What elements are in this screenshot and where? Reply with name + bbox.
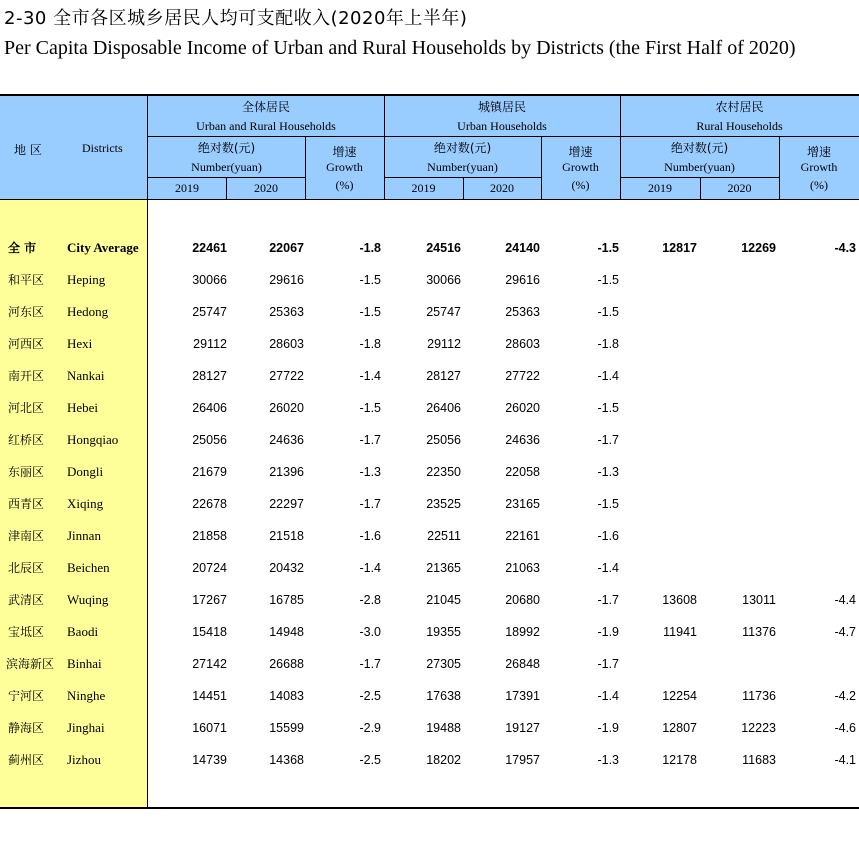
header-year-2019: 2019 <box>411 181 436 195</box>
district-name-cn: 河西区 <box>8 337 45 351</box>
urban-2019-value: 26406 <box>426 401 461 415</box>
rural-growth-value <box>780 424 856 456</box>
urban-2019-value: 19355 <box>426 625 461 639</box>
all-2019-value: 22461 <box>192 241 227 255</box>
header-growth-en: Growth <box>562 160 599 174</box>
district-name-en: Hongqiao <box>67 432 119 447</box>
rural-growth-value <box>780 264 856 296</box>
table-row-city-average <box>0 232 859 264</box>
rural-2020-value <box>698 488 776 520</box>
header-number-en: Number(yuan) <box>191 160 262 174</box>
header-number-cn: 绝对数(元) <box>433 141 492 155</box>
urban-2019-value: 23525 <box>426 497 461 511</box>
header-group-rural-en: Rural Households <box>696 119 783 133</box>
rural-growth-value <box>780 552 856 584</box>
all-2020-value: 15599 <box>269 721 304 735</box>
urban-growth-value: -1.4 <box>597 561 619 575</box>
header-group-divider <box>148 136 859 137</box>
urban-2020-value: 29616 <box>505 273 540 287</box>
urban-2019-value: 19488 <box>426 721 461 735</box>
all-2019-value: 26406 <box>192 401 227 415</box>
header-year-2020: 2020 <box>727 181 752 195</box>
header-growth-unit: (%) <box>335 178 354 192</box>
all-growth-value: -1.8 <box>359 241 381 255</box>
urban-2020-value: 26020 <box>505 401 540 415</box>
all-2019-value: 30066 <box>192 273 227 287</box>
rural-2019-value <box>620 296 697 328</box>
all-2020-value: 14083 <box>269 689 304 703</box>
header-year-2020: 2020 <box>490 181 514 195</box>
header-year-2019: 2019 <box>648 181 672 195</box>
all-2020-value: 21518 <box>269 529 304 543</box>
all-2019-value: 14451 <box>192 689 227 703</box>
all-2020-value: 26688 <box>269 657 304 671</box>
urban-growth-value: -1.5 <box>597 497 619 511</box>
district-name-cn: 和平区 <box>8 273 45 287</box>
rural-2019-value <box>620 328 697 360</box>
rural-2019-value <box>620 520 697 552</box>
all-growth-value: -1.5 <box>359 273 381 287</box>
all-2020-value: 25363 <box>269 305 304 319</box>
rural-2020-value <box>698 552 776 584</box>
header-group-all-en: Urban and Rural Households <box>196 119 336 133</box>
district-name-en: Dongli <box>67 464 104 479</box>
table-row <box>0 296 859 328</box>
table-row <box>0 392 859 424</box>
rural-growth-value: -4.4 <box>834 593 856 607</box>
district-name-cn: 宝坻区 <box>8 625 45 639</box>
rural-2019-value: 12178 <box>662 753 697 767</box>
header-growth-en: Growth <box>326 160 363 174</box>
all-2019-value: 22678 <box>192 497 227 511</box>
rural-2019-value <box>620 488 697 520</box>
urban-2020-value: 23165 <box>505 497 540 511</box>
urban-growth-value: -1.5 <box>597 241 619 255</box>
urban-2020-value: 17957 <box>505 753 540 767</box>
header-year-2019: 2019 <box>175 181 199 195</box>
rural-2019-value <box>620 392 697 424</box>
district-name-en: Jinghai <box>67 720 105 735</box>
rural-2019-value <box>620 264 697 296</box>
table-row <box>0 616 859 648</box>
district-name-cn: 全 市 <box>8 241 37 255</box>
rural-growth-value <box>780 648 856 680</box>
rural-2019-value: 13608 <box>662 593 697 607</box>
district-name-cn: 蓟州区 <box>8 753 45 767</box>
district-name-en: Jizhou <box>67 752 101 767</box>
district-name-cn: 河东区 <box>8 305 45 319</box>
rural-2020-value <box>698 264 776 296</box>
district-name-cn: 宁河区 <box>8 689 45 703</box>
table-row <box>0 264 859 296</box>
header-district-en: Districts <box>82 141 123 155</box>
all-growth-value: -1.4 <box>359 369 381 383</box>
table-row <box>0 360 859 392</box>
all-growth-value: -1.7 <box>359 657 381 671</box>
urban-growth-value: -1.9 <box>597 721 619 735</box>
rural-2020-value: 12223 <box>741 721 776 735</box>
district-name-cn: 西青区 <box>8 497 45 511</box>
urban-growth-value: -1.7 <box>597 657 619 671</box>
urban-growth-value: -1.3 <box>597 753 619 767</box>
table-row <box>0 584 859 616</box>
table-row <box>0 520 859 552</box>
urban-2020-value: 18992 <box>505 625 540 639</box>
all-2019-value: 16071 <box>192 721 227 735</box>
district-name-cn: 滨海新区 <box>6 657 55 671</box>
all-2019-value: 17267 <box>192 593 227 607</box>
urban-2020-value: 21063 <box>505 561 540 575</box>
district-name-en: Heping <box>67 272 106 287</box>
rural-growth-value <box>780 456 856 488</box>
table-title-english: Per Capita Disposable Income of Urban and Rural Households by Districts (the First Half of 2020) <box>4 37 796 59</box>
urban-2019-value: 21365 <box>426 561 461 575</box>
rural-2019-value <box>620 456 697 488</box>
header-growth-unit: (%) <box>571 178 590 192</box>
district-name-cn: 津南区 <box>8 529 45 543</box>
all-2020-value: 27722 <box>269 369 304 383</box>
rural-2019-value <box>620 648 697 680</box>
all-2019-value: 20724 <box>192 561 227 575</box>
urban-growth-value: -1.8 <box>597 337 619 351</box>
header-growth-cn: 增速 <box>806 145 831 159</box>
urban-growth-value: -1.4 <box>597 369 619 383</box>
all-2019-value: 29112 <box>193 337 227 351</box>
all-growth-value: -2.9 <box>359 721 381 735</box>
urban-growth-value: -1.4 <box>597 689 619 703</box>
all-2020-value: 24636 <box>269 433 304 447</box>
all-growth-value: -1.3 <box>359 465 381 479</box>
district-name-cn: 红桥区 <box>8 433 45 447</box>
all-2019-value: 28127 <box>192 369 227 383</box>
all-growth-value: -3.0 <box>359 625 381 639</box>
district-name-en: Ninghe <box>67 688 106 703</box>
urban-growth-value: -1.9 <box>597 625 619 639</box>
urban-growth-value: -1.7 <box>597 593 619 607</box>
all-2019-value: 25747 <box>192 305 227 319</box>
rural-growth-value: -4.1 <box>834 753 856 767</box>
district-name-en: Wuqing <box>67 592 109 607</box>
district-name-en: Jinnan <box>67 528 101 543</box>
all-growth-value: -1.6 <box>359 529 381 543</box>
urban-2020-value: 22161 <box>505 529 540 543</box>
all-growth-value: -2.5 <box>359 689 381 703</box>
header-year-2020: 2020 <box>254 181 278 195</box>
all-2020-value: 14948 <box>269 625 304 639</box>
rural-growth-value <box>780 520 856 552</box>
header-group-urban-en: Urban Households <box>457 119 547 133</box>
rural-2020-value <box>698 648 776 680</box>
urban-2019-value: 24516 <box>426 241 461 255</box>
urban-2020-value: 19127 <box>505 721 540 735</box>
urban-2020-value: 28603 <box>505 337 540 351</box>
rural-2020-value: 11736 <box>742 689 776 703</box>
district-name-en: Xiqing <box>67 496 104 511</box>
table-row <box>0 552 859 584</box>
district-name-en: Nankai <box>67 368 105 383</box>
rural-growth-value <box>780 392 856 424</box>
urban-growth-value: -1.5 <box>597 305 619 319</box>
table-title-chinese: 2-30 全市各区城乡居民人均可支配收入(2020年上半年) <box>4 8 468 29</box>
all-2020-value: 14368 <box>269 753 304 767</box>
rural-2020-value <box>698 520 776 552</box>
urban-2019-value: 29112 <box>427 337 461 351</box>
rural-2019-value: 11941 <box>663 625 697 639</box>
all-growth-value: -1.8 <box>359 337 381 351</box>
header-growth-en: Growth <box>800 160 838 174</box>
all-2020-value: 21396 <box>269 465 304 479</box>
table-row <box>0 680 859 712</box>
district-name-cn: 东丽区 <box>8 465 45 479</box>
header-number-cn: 绝对数(元) <box>197 141 256 155</box>
district-name-en: Hedong <box>67 304 109 319</box>
header-number-en: Number(yuan) <box>664 160 735 174</box>
bottom-rule <box>0 807 859 809</box>
header-number-cn: 绝对数(元) <box>670 141 729 155</box>
urban-2019-value: 21045 <box>426 593 461 607</box>
district-name-cn: 武清区 <box>8 593 45 607</box>
table-row <box>0 424 859 456</box>
table-row <box>0 744 859 776</box>
all-2020-value: 16785 <box>269 593 304 607</box>
district-name-cn: 南开区 <box>8 369 45 383</box>
urban-2019-value: 25747 <box>426 305 461 319</box>
urban-2019-value: 25056 <box>426 433 461 447</box>
rural-2019-value <box>620 552 697 584</box>
header-group-urban-cn: 城镇居民 <box>477 100 526 114</box>
urban-2019-value: 18202 <box>426 753 461 767</box>
all-growth-value: -2.5 <box>359 753 381 767</box>
table-row <box>0 456 859 488</box>
rural-growth-value <box>780 328 856 360</box>
header-growth-unit: (%) <box>810 178 828 192</box>
district-name-cn: 河北区 <box>8 401 45 415</box>
district-name-en: Hexi <box>67 336 93 351</box>
urban-growth-value: -1.7 <box>597 433 619 447</box>
all-growth-value: -1.7 <box>359 497 381 511</box>
urban-2020-value: 25363 <box>505 305 540 319</box>
header-district-cn: 地 区 <box>14 143 42 157</box>
urban-growth-value: -1.5 <box>597 273 619 287</box>
header-growth-cn: 增速 <box>568 145 593 159</box>
top-rule <box>0 94 859 96</box>
rural-growth-value: -4.7 <box>834 625 856 639</box>
rural-2019-value <box>620 424 697 456</box>
urban-2019-value: 17638 <box>426 689 461 703</box>
urban-growth-value: -1.6 <box>597 529 619 543</box>
rural-2020-value <box>698 328 776 360</box>
all-growth-value: -1.4 <box>359 561 381 575</box>
header-bottom-rule <box>0 199 859 200</box>
district-name-en: Beichen <box>67 560 110 575</box>
urban-2020-value: 26848 <box>505 657 540 671</box>
all-2019-value: 21858 <box>192 529 227 543</box>
all-2019-value: 25056 <box>192 433 227 447</box>
rural-2020-value <box>698 296 776 328</box>
all-growth-value: -2.8 <box>359 593 381 607</box>
all-2020-value: 22067 <box>269 241 304 255</box>
all-2019-value: 15418 <box>192 625 227 639</box>
district-name-en: Binhai <box>67 656 102 671</box>
rural-growth-value: -4.6 <box>834 721 856 735</box>
urban-2020-value: 22058 <box>505 465 540 479</box>
district-name-en: City Average <box>67 240 139 255</box>
all-growth-value: -1.5 <box>359 305 381 319</box>
all-2019-value: 14739 <box>192 753 227 767</box>
header-group-all-cn: 全体居民 <box>241 100 290 114</box>
urban-2019-value: 27305 <box>426 657 461 671</box>
rural-2020-value <box>698 392 776 424</box>
rural-growth-value <box>780 296 856 328</box>
district-name-cn: 静海区 <box>8 721 45 735</box>
urban-2020-value: 20680 <box>505 593 540 607</box>
rural-growth-value <box>780 360 856 392</box>
rural-2019-value: 12254 <box>662 689 697 703</box>
all-2020-value: 22297 <box>269 497 304 511</box>
district-name-cn: 北辰区 <box>8 561 45 575</box>
urban-2019-value: 28127 <box>426 369 461 383</box>
all-growth-value: -1.7 <box>359 433 381 447</box>
header-group-rural-cn: 农村居民 <box>715 100 764 114</box>
header-number-en: Number(yuan) <box>427 160 498 174</box>
table-row <box>0 712 859 744</box>
district-name-en: Hebei <box>67 400 99 415</box>
rural-2019-value <box>620 360 697 392</box>
rural-2020-value <box>698 424 776 456</box>
rural-2020-value: 11376 <box>742 625 776 639</box>
urban-2020-value: 27722 <box>505 369 540 383</box>
district-name-en: Baodi <box>67 624 99 639</box>
urban-2019-value: 22511 <box>427 529 461 543</box>
rural-growth-value: -4.3 <box>834 241 856 255</box>
rural-2020-value <box>698 456 776 488</box>
rural-2020-value: 12269 <box>741 241 776 255</box>
header-growth-cn: 增速 <box>332 145 357 159</box>
all-2020-value: 28603 <box>269 337 304 351</box>
rural-2020-value: 11683 <box>742 753 776 767</box>
urban-2019-value: 30066 <box>426 273 461 287</box>
urban-growth-value: -1.3 <box>597 465 619 479</box>
all-2020-value: 26020 <box>269 401 304 415</box>
rural-2020-value <box>698 360 776 392</box>
rural-2020-value: 13011 <box>742 593 776 607</box>
table-row <box>0 328 859 360</box>
urban-growth-value: -1.5 <box>597 401 619 415</box>
urban-2020-value: 24140 <box>505 241 540 255</box>
rural-2019-value: 12807 <box>662 721 697 735</box>
rural-2019-value: 12817 <box>662 241 697 255</box>
urban-2019-value: 22350 <box>426 465 461 479</box>
rural-growth-value <box>780 488 856 520</box>
table-row <box>0 648 859 680</box>
urban-2020-value: 17391 <box>505 689 540 703</box>
all-2019-value: 27142 <box>192 657 227 671</box>
urban-2020-value: 24636 <box>505 433 540 447</box>
table-row <box>0 488 859 520</box>
all-growth-value: -1.5 <box>359 401 381 415</box>
all-2019-value: 21679 <box>192 465 227 479</box>
rural-growth-value: -4.2 <box>834 689 856 703</box>
all-2020-value: 20432 <box>269 561 304 575</box>
all-2020-value: 29616 <box>269 273 304 287</box>
